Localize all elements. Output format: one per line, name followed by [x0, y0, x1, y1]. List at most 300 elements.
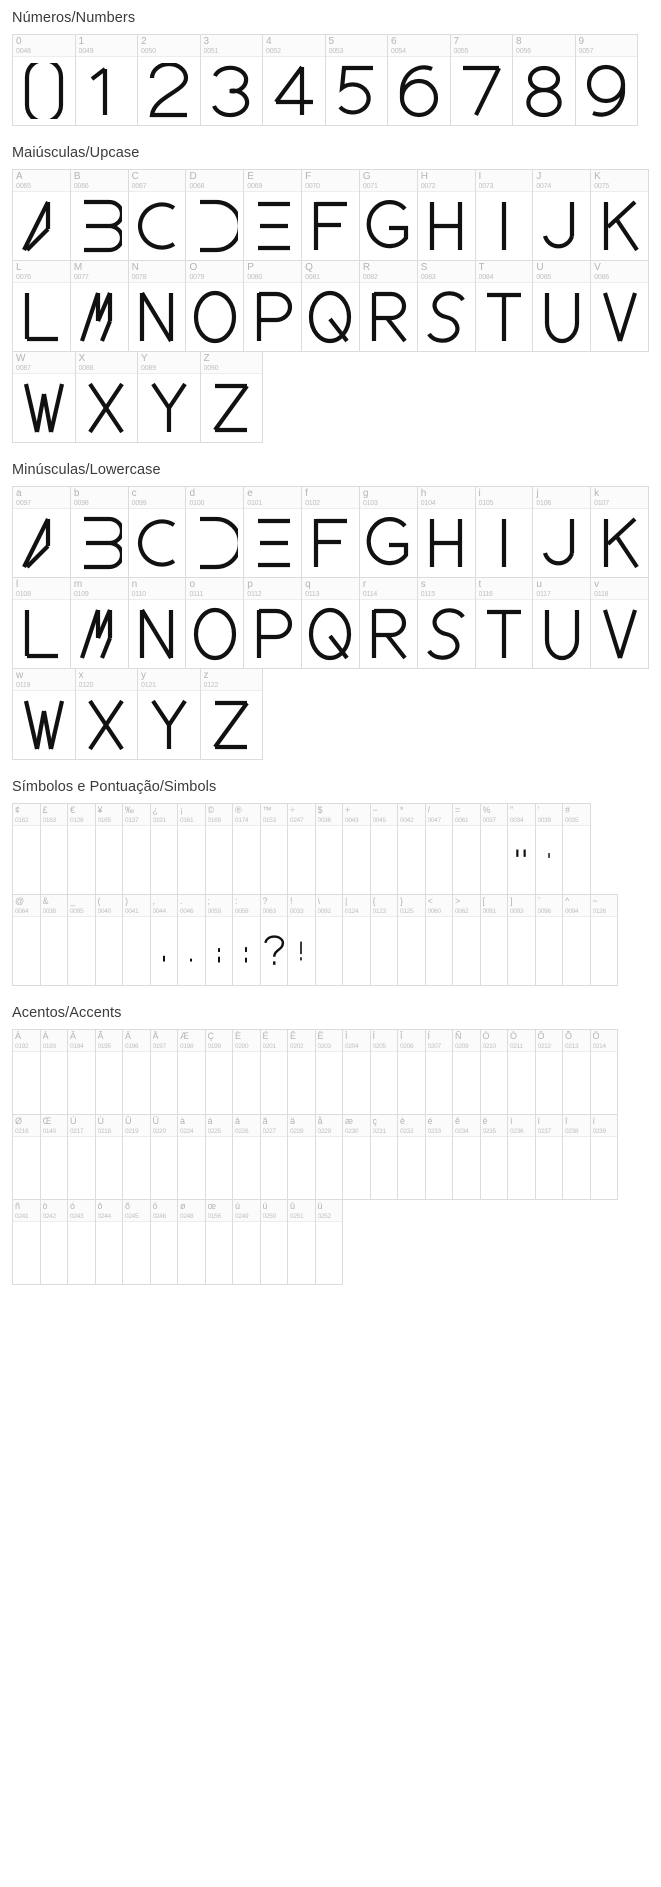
- glyph-cell[interactable]: [67, 1114, 96, 1200]
- glyph-cell[interactable]: [475, 169, 534, 261]
- glyph-header: [453, 1115, 480, 1137]
- glyph-code-label: 0241: [15, 1213, 29, 1220]
- glyph-cell[interactable]: [452, 803, 481, 895]
- glyph-char-label: ö: [152, 1201, 158, 1211]
- glyph-cell[interactable]: [177, 1114, 206, 1200]
- glyph-cell[interactable]: [590, 169, 649, 261]
- glyph-cell[interactable]: [150, 894, 179, 986]
- glyph-header: [206, 1200, 233, 1222]
- glyph-cell[interactable]: [67, 803, 96, 895]
- glyph-cell[interactable]: [205, 894, 234, 986]
- glyph-cell[interactable]: [67, 1199, 96, 1285]
- glyph-cell[interactable]: [590, 260, 649, 352]
- glyph-cell[interactable]: [480, 1114, 509, 1200]
- glyph-cell[interactable]: [40, 803, 69, 895]
- glyph-cell[interactable]: [128, 577, 187, 669]
- glyph-cell[interactable]: [12, 803, 41, 895]
- glyph-cell[interactable]: [417, 260, 476, 352]
- glyph-grid-accents: [12, 1029, 648, 1284]
- glyph-char-label: Ú: [97, 1116, 104, 1126]
- glyph-char-label: É: [262, 1031, 269, 1041]
- glyph-cell[interactable]: [150, 1199, 179, 1285]
- glyph-cell[interactable]: [480, 1029, 509, 1115]
- glyph-cell[interactable]: [342, 1029, 371, 1115]
- glyph-char-label: ñ: [15, 1201, 21, 1211]
- glyph-cell[interactable]: [417, 486, 476, 578]
- glyph-cell[interactable]: [287, 1199, 316, 1285]
- glyph-char-label: ,: [152, 896, 156, 906]
- glyph-cell[interactable]: [232, 894, 261, 986]
- glyph-cell[interactable]: [137, 351, 201, 443]
- glyph-cell[interactable]: [562, 1029, 591, 1115]
- glyph-cell[interactable]: [243, 577, 302, 669]
- glyph-char-label: l: [16, 579, 19, 590]
- glyph-code-label: 0065: [16, 183, 31, 190]
- glyph-cell[interactable]: [260, 894, 289, 986]
- glyph-code-label: 0070: [305, 183, 320, 190]
- glyph-preview: [129, 192, 186, 260]
- glyph-cell[interactable]: [287, 803, 316, 895]
- glyph-cell[interactable]: [70, 486, 129, 578]
- glyph-cell[interactable]: [342, 1114, 371, 1200]
- glyph-char-label: Ó: [510, 1031, 518, 1041]
- glyph-cell[interactable]: [387, 34, 451, 126]
- glyph-cell[interactable]: [67, 894, 96, 986]
- glyph-cell[interactable]: [452, 894, 481, 986]
- glyph-code-label: 0214: [592, 1043, 606, 1050]
- glyph-code-label: 0106: [536, 500, 552, 507]
- glyph-header: [138, 352, 200, 374]
- glyph-cell[interactable]: [425, 894, 454, 986]
- glyph-cell[interactable]: [75, 668, 139, 760]
- glyph-cell[interactable]: [342, 803, 371, 895]
- glyph-cell[interactable]: [40, 894, 69, 986]
- glyph-cell[interactable]: [507, 1029, 536, 1115]
- glyph-cell[interactable]: [397, 1114, 426, 1200]
- glyph-cell[interactable]: [232, 1114, 261, 1200]
- glyph-cell[interactable]: [177, 894, 206, 986]
- glyph-cell[interactable]: [425, 803, 454, 895]
- glyph-cell[interactable]: [590, 1114, 619, 1200]
- glyph-header: [13, 487, 70, 509]
- glyph-code-label: 0069: [247, 183, 263, 190]
- glyph-header: [302, 261, 359, 283]
- glyph-preview: [41, 1052, 68, 1114]
- glyph-preview: [13, 1222, 40, 1284]
- glyph-preview: [261, 1137, 288, 1199]
- glyph-header: [476, 578, 533, 600]
- glyph-row: [12, 1114, 648, 1199]
- glyph-header: [481, 1030, 508, 1052]
- glyph-code-label: 0107: [594, 500, 609, 507]
- glyph-preview: [563, 917, 590, 985]
- glyph-cell[interactable]: [12, 668, 76, 760]
- glyph-cell[interactable]: [95, 1199, 124, 1285]
- glyph-preview: [68, 1222, 95, 1284]
- glyph-code-label: 0161: [180, 817, 194, 824]
- glyph-char-label: Ü: [152, 1116, 159, 1126]
- glyph-cell[interactable]: [185, 169, 244, 261]
- glyph-cell[interactable]: [137, 668, 201, 760]
- glyph-char-label: î: [565, 1116, 568, 1126]
- glyph-cell[interactable]: [12, 34, 76, 126]
- glyph-cell[interactable]: [40, 1029, 69, 1115]
- glyph-cell[interactable]: [342, 894, 371, 986]
- glyph-cell[interactable]: [562, 1114, 591, 1200]
- glyph-code-label: 0108: [16, 591, 31, 598]
- glyph-cell[interactable]: [417, 169, 476, 261]
- glyph-cell[interactable]: [12, 1029, 41, 1115]
- glyph-header: [288, 895, 315, 917]
- glyph-cell[interactable]: [122, 894, 151, 986]
- glyph-code-label: 0104: [420, 500, 436, 507]
- glyph-char-label: ?: [262, 896, 268, 906]
- glyph-cell[interactable]: [287, 1114, 316, 1200]
- glyph-header: [533, 170, 590, 192]
- glyph-code-label: 0095: [70, 908, 84, 915]
- glyph-code-label: 0123: [372, 908, 386, 915]
- glyph-header: [288, 1030, 315, 1052]
- glyph-preview: [418, 192, 475, 260]
- glyph-preview: [343, 826, 370, 894]
- glyph-preview: [536, 1052, 563, 1114]
- glyph-char-label: g: [362, 488, 369, 499]
- glyph-cell[interactable]: [425, 1029, 454, 1115]
- glyph-cell[interactable]: [122, 803, 151, 895]
- glyph-preview: [563, 1052, 590, 1114]
- glyph-char-label: z: [203, 670, 209, 681]
- glyph-code-label: 0165: [97, 817, 111, 824]
- glyph-cell[interactable]: [452, 1114, 481, 1200]
- glyph-char-label: \: [317, 896, 321, 906]
- glyph-cell[interactable]: [205, 1199, 234, 1285]
- glyph-cell[interactable]: [590, 577, 649, 669]
- glyph-cell[interactable]: [301, 486, 360, 578]
- glyph-cell[interactable]: [260, 1199, 289, 1285]
- glyph-cell[interactable]: [232, 803, 261, 895]
- glyph-cell[interactable]: [532, 486, 591, 578]
- glyph-preview: [576, 57, 638, 125]
- glyph-cell[interactable]: [205, 1114, 234, 1200]
- glyph-cell[interactable]: [370, 894, 399, 986]
- glyph-cell[interactable]: [232, 1029, 261, 1115]
- glyph-header: [343, 1030, 370, 1052]
- glyph-code-label: 0217: [70, 1128, 84, 1135]
- glyph-cell[interactable]: [532, 577, 591, 669]
- glyph-preview: [68, 826, 95, 894]
- glyph-preview: [481, 1137, 508, 1199]
- glyph-code-label: 0091: [482, 908, 496, 915]
- glyph-header: [533, 578, 590, 600]
- glyph-cell[interactable]: [315, 894, 344, 986]
- glyph-cell[interactable]: [232, 1199, 261, 1285]
- glyph-cell[interactable]: [562, 803, 591, 895]
- glyph-char-label: y: [141, 670, 146, 681]
- glyph-cell[interactable]: [150, 803, 179, 895]
- glyph-cell[interactable]: [475, 486, 534, 578]
- glyph-char-label: é: [427, 1116, 433, 1126]
- glyph-cell[interactable]: [590, 486, 649, 578]
- glyph-char-label: |: [345, 896, 348, 906]
- glyph-cell[interactable]: [315, 1114, 344, 1200]
- glyph-header: [343, 895, 370, 917]
- glyph-code-label: 0056: [516, 48, 531, 55]
- glyph-cell[interactable]: [535, 1029, 564, 1115]
- glyph-cell[interactable]: [590, 894, 619, 986]
- glyph-cell[interactable]: [590, 1029, 619, 1115]
- glyph-preview: [138, 57, 200, 125]
- glyph-cell[interactable]: [301, 577, 360, 669]
- glyph-cell[interactable]: [507, 803, 536, 895]
- glyph-cell[interactable]: [575, 34, 639, 126]
- glyph-code-label: 0211: [510, 1043, 523, 1050]
- glyph-cell[interactable]: [75, 34, 139, 126]
- glyph-cell[interactable]: [325, 34, 389, 126]
- glyph-cell[interactable]: [67, 1029, 96, 1115]
- glyph-cell[interactable]: [260, 1029, 289, 1115]
- glyph-cell[interactable]: [177, 1199, 206, 1285]
- glyph-header: [481, 804, 508, 826]
- glyph-preview: [508, 1137, 535, 1199]
- glyph-char-label: À: [15, 1031, 22, 1041]
- glyph-char-label: E: [247, 171, 254, 182]
- glyph-cell[interactable]: [185, 486, 244, 578]
- glyph-cell[interactable]: [12, 1114, 41, 1200]
- glyph-cell[interactable]: [185, 577, 244, 669]
- glyph-char-label: ì: [510, 1116, 513, 1126]
- glyph-cell[interactable]: [260, 803, 289, 895]
- glyph-code-label: 0082: [362, 274, 378, 281]
- glyph-cell[interactable]: [95, 894, 124, 986]
- glyph-header: [186, 578, 243, 600]
- glyph-code-label: 0099: [131, 500, 147, 507]
- glyph-cell[interactable]: [95, 1029, 124, 1115]
- glyph-cell[interactable]: [359, 169, 418, 261]
- glyph-char-label: ë: [482, 1116, 488, 1126]
- glyph-cell[interactable]: [301, 260, 360, 352]
- glyph-cell[interactable]: [359, 577, 418, 669]
- glyph-header: [343, 1115, 370, 1137]
- glyph-header: [302, 578, 359, 600]
- glyph-cell[interactable]: [137, 34, 201, 126]
- glyph-cell[interactable]: [70, 260, 129, 352]
- glyph-preview: [453, 917, 480, 985]
- glyph-cell[interactable]: [397, 803, 426, 895]
- glyph-cell[interactable]: [287, 1029, 316, 1115]
- glyph-cell[interactable]: [205, 1029, 234, 1115]
- glyph-char-label: B: [73, 171, 81, 182]
- glyph-cell[interactable]: [507, 1114, 536, 1200]
- glyph-preview: [302, 600, 359, 668]
- glyph-cell[interactable]: [12, 577, 71, 669]
- glyph-preview: [536, 1137, 563, 1199]
- glyph-cell[interactable]: [70, 577, 129, 669]
- glyph-cell[interactable]: [535, 1114, 564, 1200]
- glyph-cell[interactable]: [512, 34, 576, 126]
- glyph-code-label: 0252: [317, 1213, 331, 1220]
- glyph-cell[interactable]: [12, 894, 41, 986]
- glyph-preview: [13, 192, 70, 260]
- glyph-char-label: !: [290, 896, 293, 906]
- glyph-cell[interactable]: [315, 803, 344, 895]
- glyph-char-label: å: [317, 1116, 323, 1126]
- glyph-cell[interactable]: [287, 894, 316, 986]
- glyph-cell[interactable]: [507, 894, 536, 986]
- glyph-preview: [13, 917, 40, 985]
- glyph-cell[interactable]: [243, 169, 302, 261]
- glyph-cell[interactable]: [122, 1199, 151, 1285]
- glyph-cell[interactable]: [150, 1114, 179, 1200]
- glyph-header: [418, 261, 475, 283]
- glyph-code-label: 0230: [345, 1128, 359, 1135]
- glyph-preview: [418, 283, 475, 351]
- glyph-char-label: O: [189, 262, 198, 273]
- glyph-cell[interactable]: [425, 1114, 454, 1200]
- glyph-cell[interactable]: [370, 1114, 399, 1200]
- glyph-char-label: *: [400, 805, 404, 815]
- glyph-code-label: 0163: [42, 817, 56, 824]
- glyph-row: [12, 577, 648, 668]
- glyph-cell[interactable]: [315, 1199, 344, 1285]
- glyph-cell[interactable]: [450, 34, 514, 126]
- glyph-cell[interactable]: [40, 1114, 69, 1200]
- glyph-preview: [13, 283, 70, 351]
- glyph-preview: [533, 192, 590, 260]
- glyph-cell[interactable]: [205, 803, 234, 895]
- glyph-code-label: 0156: [207, 1213, 221, 1220]
- glyph-cell[interactable]: [397, 894, 426, 986]
- glyph-preview: [186, 192, 243, 260]
- glyph-cell[interactable]: [177, 1029, 206, 1115]
- glyph-cell[interactable]: [243, 486, 302, 578]
- glyph-cell[interactable]: [370, 1029, 399, 1115]
- glyph-header: [71, 578, 128, 600]
- glyph-preview: [151, 1137, 178, 1199]
- glyph-header: [123, 895, 150, 917]
- glyph-header: [68, 1030, 95, 1052]
- glyph-cell[interactable]: [301, 169, 360, 261]
- glyph-cell[interactable]: [262, 34, 326, 126]
- glyph-row: [12, 169, 648, 260]
- glyph-preview: [388, 57, 450, 125]
- glyph-header: [418, 170, 475, 192]
- glyph-cell[interactable]: [95, 803, 124, 895]
- glyph-cell[interactable]: [260, 1114, 289, 1200]
- glyph-cell[interactable]: [122, 1114, 151, 1200]
- glyph-code-label: 0079: [189, 274, 205, 281]
- glyph-char-label: ‰: [125, 805, 134, 815]
- glyph-cell[interactable]: [128, 169, 187, 261]
- glyph-cell[interactable]: [532, 260, 591, 352]
- glyph-cell[interactable]: [150, 1029, 179, 1115]
- glyph-cell[interactable]: [70, 169, 129, 261]
- glyph-cell[interactable]: [185, 260, 244, 352]
- glyph-char-label: U: [536, 262, 544, 273]
- glyph-cell[interactable]: [480, 803, 509, 895]
- glyph-header: [316, 895, 343, 917]
- glyph-char-label: F: [305, 171, 312, 182]
- glyph-code-label: 0055: [453, 48, 469, 55]
- glyph-grid-lowercase: [12, 486, 648, 759]
- glyph-cell[interactable]: [122, 1029, 151, 1115]
- glyph-preview: [96, 826, 123, 894]
- glyph-cell[interactable]: [128, 486, 187, 578]
- glyph-char-label: Ï: [427, 1031, 431, 1041]
- glyph-cell[interactable]: [243, 260, 302, 352]
- glyph-header: [426, 1115, 453, 1137]
- glyph-cell[interactable]: [12, 169, 71, 261]
- glyph-char-label: 9: [578, 36, 585, 47]
- glyph-header: [476, 487, 533, 509]
- glyph-cell[interactable]: [452, 1029, 481, 1115]
- glyph-cell[interactable]: [95, 1114, 124, 1200]
- glyph-header: [151, 895, 178, 917]
- glyph-code-label: 0049: [78, 48, 94, 55]
- glyph-cell[interactable]: [535, 803, 564, 895]
- glyph-cell[interactable]: [397, 1029, 426, 1115]
- section-title: Maiúsculas/Upcase: [12, 145, 140, 161]
- glyph-code-label: 0086: [594, 274, 609, 281]
- glyph-cell[interactable]: [562, 894, 591, 986]
- glyph-cell[interactable]: [40, 1199, 69, 1285]
- glyph-cell[interactable]: [532, 169, 591, 261]
- glyph-cell[interactable]: [200, 668, 264, 760]
- glyph-cell[interactable]: [417, 577, 476, 669]
- glyph-cell[interactable]: [370, 803, 399, 895]
- glyph-code-label: 0169: [207, 817, 221, 824]
- glyph-cell[interactable]: [177, 803, 206, 895]
- glyph-cell[interactable]: [535, 894, 564, 986]
- glyph-cell[interactable]: [315, 1029, 344, 1115]
- glyph-char-label: :: [235, 896, 238, 906]
- glyph-char-label: ™: [262, 805, 272, 815]
- glyph-cell[interactable]: [359, 486, 418, 578]
- glyph-char-label: <: [427, 896, 433, 906]
- glyph-cell[interactable]: [475, 260, 534, 352]
- glyph-header: [96, 1200, 123, 1222]
- glyph-preview: [123, 826, 150, 894]
- glyph-code-label: 0140: [42, 1128, 56, 1135]
- glyph-cell[interactable]: [12, 260, 71, 352]
- glyph-header: [316, 1030, 343, 1052]
- glyph-cell[interactable]: [75, 351, 139, 443]
- glyph-preview: [178, 1222, 205, 1284]
- glyph-cell[interactable]: [12, 486, 71, 578]
- glyph-cell[interactable]: [475, 577, 534, 669]
- glyph-cell[interactable]: [200, 351, 264, 443]
- glyph-code-label: 0219: [125, 1128, 139, 1135]
- glyph-cell[interactable]: [12, 1199, 41, 1285]
- glyph-cell[interactable]: [12, 351, 76, 443]
- glyph-header: [68, 895, 95, 917]
- glyph-code-label: 0073: [478, 183, 494, 190]
- glyph-char-label: w: [16, 670, 24, 681]
- glyph-cell[interactable]: [359, 260, 418, 352]
- glyph-char-label: o: [189, 579, 195, 590]
- glyph-cell[interactable]: [200, 34, 264, 126]
- glyph-header: [13, 1200, 40, 1222]
- glyph-cell[interactable]: [128, 260, 187, 352]
- glyph-char-label: ü: [317, 1201, 323, 1211]
- glyph-header: [371, 1030, 398, 1052]
- glyph-code-label: 0216: [15, 1128, 29, 1135]
- glyph-code-label: 0034: [510, 817, 524, 824]
- glyph-char-label: }: [400, 896, 404, 906]
- glyph-cell[interactable]: [480, 894, 509, 986]
- glyph-preview: [129, 509, 186, 577]
- glyph-preview: [481, 1052, 508, 1114]
- glyph-preview: [508, 826, 535, 894]
